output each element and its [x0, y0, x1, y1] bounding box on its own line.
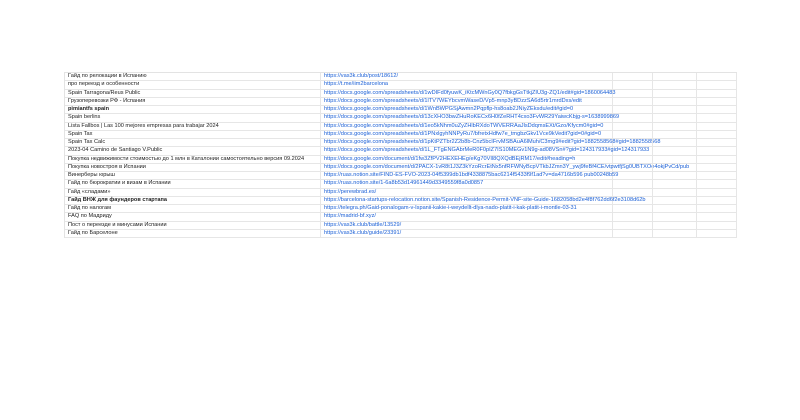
cell-resource-name[interactable]: Гайд по налогам	[65, 205, 321, 212]
cell-resource-name[interactable]: Гайд ВНЖ для фаундеров стартапа	[65, 197, 321, 204]
empty-cell[interactable]	[697, 197, 737, 204]
table-row	[65, 205, 737, 213]
table-row	[65, 164, 737, 172]
cell-resource-name[interactable]: Spain berlins	[65, 114, 321, 121]
empty-cell[interactable]	[653, 106, 697, 113]
empty-cell[interactable]	[613, 213, 653, 220]
empty-cell[interactable]	[653, 81, 697, 88]
cell-resource-link[interactable]: https://madrid-bf.xyz/	[321, 213, 613, 220]
empty-cell[interactable]	[653, 98, 697, 105]
cell-resource-name[interactable]: Гайд по релокации в Испанию	[65, 73, 321, 80]
empty-cell[interactable]	[653, 114, 697, 121]
empty-cell[interactable]	[697, 131, 737, 138]
empty-cell[interactable]	[697, 81, 737, 88]
empty-cell[interactable]	[613, 222, 653, 229]
empty-cell[interactable]	[697, 172, 737, 179]
empty-cell[interactable]	[613, 180, 653, 187]
cell-resource-link[interactable]: https://docs.google.com/spreadsheets/d/1PNxlgyhNNPyRu7/bfretxHdfw7e_tmgbzGkv1Vce9kVedit?gid=0#gid=0	[321, 131, 613, 138]
cell-resource-name[interactable]: Гайд по Барселоне	[65, 230, 321, 237]
cell-resource-name[interactable]: Грузоперевозки РФ - Испания	[65, 98, 321, 105]
table-row	[65, 98, 737, 106]
spreadsheet-grid	[64, 72, 737, 238]
cell-resource-name[interactable]: Spain Tax Calc	[65, 139, 321, 146]
cell-resource-link[interactable]: https://docs.google.com/spreadsheets/d/1wDIFd0fyuwK_iKtcMWnGy0Q7fbkgGsTtkjZIU3g-ZQ1/edit#gid=1860064483	[321, 90, 613, 97]
cell-resource-link[interactable]: https://docs.google.com/spreadsheets/d/1WnBWPGSjAwmn2Pqpflp-hs8oab2JNiyZEksdu/edit#gid=0	[321, 106, 613, 113]
empty-cell[interactable]	[613, 230, 653, 237]
cell-resource-name[interactable]: Lista Fallbos | Las 100 mejores empresas para trabajar 2024	[65, 123, 321, 130]
table-row	[65, 222, 737, 230]
cell-resource-link[interactable]: https://t.me/iim2barcelona	[321, 81, 613, 88]
cell-resource-name[interactable]: Spain Tarragona/Reus Public	[65, 90, 321, 97]
cell-resource-link[interactable]: https://perewbrad.es/	[321, 189, 613, 196]
empty-cell[interactable]	[613, 172, 653, 179]
cell-resource-name[interactable]: 2023-04 Camino de Santiago V.Public	[65, 147, 321, 154]
empty-cell[interactable]	[613, 205, 653, 212]
empty-cell[interactable]	[697, 73, 737, 80]
empty-cell[interactable]	[697, 230, 737, 237]
empty-cell[interactable]	[697, 139, 737, 146]
cell-resource-link[interactable]: https://ruas.notion.site/FIND-ES-FVO-2023-04f5399db1bdf4338875bac6214f5433f9f1ad?v=da4716b596 pub00248b59	[321, 172, 613, 179]
empty-cell[interactable]	[613, 164, 653, 171]
table-row	[65, 139, 737, 147]
empty-cell[interactable]	[653, 139, 697, 146]
empty-cell[interactable]	[653, 156, 697, 163]
empty-cell[interactable]	[697, 180, 737, 187]
cell-resource-name[interactable]: Покупка новостроя в Испании	[65, 164, 321, 171]
table-row	[65, 114, 737, 122]
table-row	[65, 156, 737, 164]
table-row	[65, 189, 737, 197]
empty-cell[interactable]	[613, 106, 653, 113]
empty-cell[interactable]	[613, 114, 653, 121]
table-row	[65, 230, 737, 238]
empty-cell[interactable]	[613, 98, 653, 105]
empty-cell[interactable]	[653, 90, 697, 97]
empty-cell[interactable]	[697, 164, 737, 171]
cell-resource-name[interactable]: Spain Tax	[65, 131, 321, 138]
cell-resource-name[interactable]: Пост о переезде и минусами Испании	[65, 222, 321, 229]
table-row	[65, 213, 737, 221]
cell-resource-link[interactable]: https://docs.google.com/document/d/1fw3ZfPV2HEXEHEg/eKg70VIl8QXQdBEjRM17/edit#heading=h	[321, 156, 613, 163]
table-row	[65, 81, 737, 89]
empty-cell[interactable]	[697, 106, 737, 113]
empty-cell[interactable]	[653, 180, 697, 187]
cell-resource-name[interactable]: Покупка недвижимости стоимостью до 1 млн в Каталонии самостоятельно версия 09.2024	[65, 156, 321, 163]
empty-cell[interactable]	[613, 131, 653, 138]
empty-cell[interactable]	[697, 147, 737, 154]
empty-cell[interactable]	[613, 123, 653, 130]
empty-cell[interactable]	[653, 172, 697, 179]
empty-cell[interactable]	[697, 90, 737, 97]
cell-resource-name[interactable]: Гайд по бюрократии и визам в Испании	[65, 180, 321, 187]
empty-cell[interactable]	[653, 197, 697, 204]
empty-cell[interactable]	[697, 156, 737, 163]
table-row	[65, 106, 737, 114]
cell-resource-link[interactable]: https://docs.google.com/spreadsheets/d/13cXHO3bwZHuRoKECx6H0fZeRHT4cxo3FvWR29YaiwcKbjg-s=1638999869	[321, 114, 613, 121]
table-row	[65, 180, 737, 188]
empty-cell[interactable]	[653, 73, 697, 80]
table-row	[65, 131, 737, 139]
empty-cell[interactable]	[613, 73, 653, 80]
table-row	[65, 73, 737, 81]
table-row	[65, 90, 737, 98]
cell-resource-link[interactable]: https://docs.google.com/spreadsheets/d/1lTV7WEYbcvmWaseD/Vp5-mnp3yBDzzSA6d5rtr1mrdDxs/edit	[321, 98, 613, 105]
cell-resource-name[interactable]: про переезд и особенности	[65, 81, 321, 88]
empty-cell[interactable]	[653, 164, 697, 171]
empty-cell[interactable]	[613, 139, 653, 146]
empty-cell[interactable]	[613, 156, 653, 163]
empty-cell[interactable]	[613, 81, 653, 88]
empty-cell[interactable]	[653, 147, 697, 154]
cell-resource-name[interactable]: pimiantfs spain	[65, 106, 321, 113]
cell-resource-name[interactable]: FAQ по Мадриду	[65, 213, 321, 220]
cell-resource-name[interactable]: Гайд «сладами»	[65, 189, 321, 196]
empty-cell[interactable]	[697, 123, 737, 130]
table-row	[65, 172, 737, 180]
cell-resource-link[interactable]: https://docs.google.com/spreadsheets/d/1eo5kNhm0uZyZHlbRXdoTWVERRAaJlsDdqmsEXt/Gzo/Kfycm0#gid=0	[321, 123, 613, 130]
empty-cell[interactable]	[653, 222, 697, 229]
cell-resource-link[interactable]: https://vas3k.club/guide/23391/	[321, 230, 613, 237]
cell-resource-name[interactable]: Винерберы юрыш	[65, 172, 321, 179]
cell-resource-link[interactable]: https://vas3k.club/battle/13529/	[321, 222, 613, 229]
table-row	[65, 147, 737, 155]
cell-resource-link[interactable]: https://vas3k.club/post/18612/	[321, 73, 613, 80]
cell-resource-link[interactable]: https://ruas.notion.site/1-6a8b53d14961449d3349559f8a0d0857	[321, 180, 613, 187]
empty-cell[interactable]	[653, 123, 697, 130]
cell-resource-link[interactable]: https://docs.google.com/spreadsheets/d/1L_FTgENGAbrMeR0F0pIZ7IS10MEGv1N9g-ad08VSn#?gid=124317933#gid=124317933	[321, 147, 613, 154]
cell-resource-link[interactable]: https://docs.google.com/document/d/2PACX-1vR8t1J3Z3kYzoRcrEtNx5nfRFWNyBcpVTkbJZmn3Y_ywj9feBf4CE/vtpwtfjSg0UBTXOe4okjPvCd/pub	[321, 164, 613, 171]
empty-cell[interactable]	[697, 205, 737, 212]
empty-cell[interactable]	[653, 131, 697, 138]
empty-cell[interactable]	[697, 213, 737, 220]
empty-cell[interactable]	[653, 230, 697, 237]
table-row	[65, 197, 737, 205]
empty-cell[interactable]	[613, 189, 653, 196]
empty-cell[interactable]	[653, 205, 697, 212]
empty-cell[interactable]	[697, 98, 737, 105]
empty-cell[interactable]	[613, 197, 653, 204]
empty-cell[interactable]	[653, 213, 697, 220]
table-row	[65, 123, 737, 131]
cell-resource-link[interactable]: https://telegra.ph/Gaid-ponalogam-v-Ispanii-kakie-i-weydellt-dlya-nado-platit-i-kak-platit-i-montle-03-31	[321, 205, 613, 212]
empty-cell[interactable]	[653, 189, 697, 196]
empty-cell[interactable]	[697, 114, 737, 121]
empty-cell[interactable]	[613, 90, 653, 97]
empty-cell[interactable]	[697, 222, 737, 229]
cell-resource-link[interactable]: https://barcelona-startups-relocation.notion.site/Spanish-Residence-Permit-VNF-site-Guide-1682058bd2e4f8f762dd6f2e3108d62b	[321, 197, 613, 204]
cell-resource-link[interactable]: https://docs.google.com/spreadsheets/d/1pKtPZTbr2Z2b8b-Cnz5bcIFrvMSBAuA6lMuh/C3mg9#edit?gid=1882558568#gid=1882558568	[321, 139, 613, 146]
empty-cell[interactable]	[613, 147, 653, 154]
empty-cell[interactable]	[697, 189, 737, 196]
